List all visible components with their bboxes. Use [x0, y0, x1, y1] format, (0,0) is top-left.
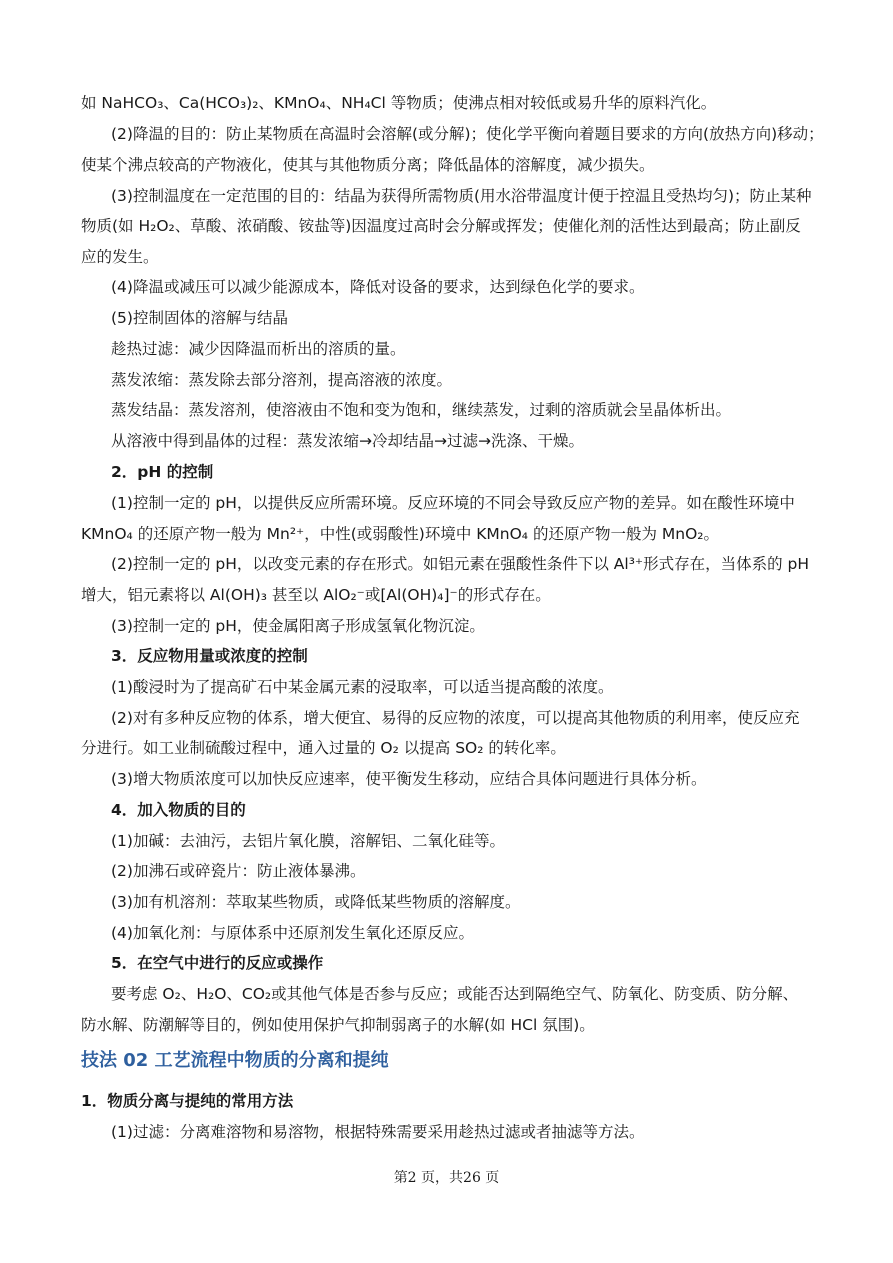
- paragraph-line: (2)降温的目的：防止某物质在高温时会溶解(或分解)；使化学平衡向着题目要求的方向(放热方向)移动；: [111, 125, 824, 143]
- paragraph-line: 防水解、防潮解等目的，例如使用保护气抑制弱离子的水解(如 HCl 氛围)。: [81, 1016, 595, 1034]
- paragraph-line: 增大，铝元素将以 Al(OH)₃ 甚至以 AlO₂⁻或[Al(OH)₄]⁻的形式存在。: [81, 586, 551, 604]
- paragraph-line: 蒸发浓缩：蒸发除去部分溶剂，提高溶液的浓度。: [111, 371, 453, 389]
- paragraph-line: 蒸发结晶：蒸发溶剂，使溶液由不饱和变为饱和，继续蒸发，过剩的溶质就会呈晶体析出。: [111, 401, 732, 419]
- paragraph-line: (3)增大物质浓度可以加快反应速率，使平衡发生移动，应结合具体问题进行具体分析。: [111, 770, 707, 788]
- subsection-heading: 2．pH 的控制: [111, 463, 214, 481]
- paragraph-line: (3)控制一定的 pH，使金属阳离子形成氢氧化物沉淀。: [111, 617, 485, 635]
- paragraph-line: 从溶液中得到晶体的过程：蒸发浓缩→冷却结晶→过滤→洗涤、干燥。: [111, 432, 584, 450]
- subsection-heading: 4．加入物质的目的: [111, 801, 246, 819]
- paragraph-line: (3)加有机溶剂：萃取某些物质，或降低某些物质的溶解度。: [111, 893, 521, 911]
- paragraph-line: (1)加碱：去油污，去铝片氧化膜，溶解铝、二氧化硅等。: [111, 832, 505, 850]
- page-number: 第2 页，共26 页: [393, 1170, 500, 1186]
- paragraph-line: (2)对有多种反应物的体系，增大便宜、易得的反应物的浓度，可以提高其他物质的利用率，使反应充: [111, 709, 800, 727]
- paragraph-line: 应的发生。: [81, 248, 159, 266]
- paragraph-line: 分进行。如工业制硫酸过程中，通入过量的 O₂ 以提高 SO₂ 的转化率。: [81, 739, 566, 757]
- paragraph-line: (1)控制一定的 pH，以提供反应所需环境。反应环境的不同会导致反应产物的差异。如在酸性环境中: [111, 494, 795, 512]
- section-heading: 技法 02 工艺流程中物质的分离和提纯: [81, 1050, 389, 1071]
- paragraph-line: 物质(如 H₂O₂、草酸、浓硝酸、铵盐等)因温度过高时会分解或挥发；使催化剂的活性达到最高；防止副反: [81, 217, 801, 235]
- paragraph-line: (4)降温或减压可以减少能源成本，降低对设备的要求，达到绿色化学的要求。: [111, 278, 645, 296]
- subsection-heading: 5．在空气中进行的反应或操作: [111, 954, 324, 972]
- paragraph-line: (2)控制一定的 pH，以改变元素的存在形式。如铝元素在强酸性条件下以 Al³⁺形式存在，当体系的 pH: [111, 555, 810, 573]
- paragraph-line: (4)加氧化剂：与原体系中还原剂发生氧化还原反应。: [111, 924, 474, 942]
- method-heading: 1．物质分离与提纯的常用方法: [81, 1092, 294, 1110]
- paragraph-line: (1)酸浸时为了提高矿石中某金属元素的浸取率，可以适当提高酸的浓度。: [111, 678, 614, 696]
- page-footer: [0, 1166, 893, 1190]
- subsection-heading: 3．反应物用量或浓度的控制: [111, 647, 308, 665]
- paragraph-line: 使某个沸点较高的产物液化，使其与其他物质分离；降低晶体的溶解度，减少损失。: [81, 156, 655, 174]
- paragraph-line: 趁热过滤：减少因降温而析出的溶质的量。: [111, 340, 406, 358]
- paragraph-line: (2)加沸石或碎瓷片：防止液体暴沸。: [111, 862, 366, 880]
- paragraph-line: (1)过滤：分离难溶物和易溶物，根据特殊需要采用趁热过滤或者抽滤等方法。: [111, 1123, 645, 1141]
- paragraph-line: (3)控制温度在一定范围的目的：结晶为获得所需物质(用水浴带温度计便于控温且受热均匀)；防止某种: [111, 187, 812, 205]
- paragraph-line: (5)控制固体的溶解与结晶: [111, 309, 288, 327]
- paragraph-line: 要考虑 O₂、H₂O、CO₂或其他气体是否参与反应；或能否达到隔绝空气、防氧化、防变质、防分解、: [111, 985, 799, 1003]
- paragraph-line: 如 NaHCO₃、Ca(HCO₃)₂、KMnO₄、NH₄Cl 等物质；使沸点相对较低或易升华的原料汽化。: [81, 94, 717, 112]
- paragraph-line: KMnO₄ 的还原产物一般为 Mn²⁺，中性(或弱酸性)环境中 KMnO₄ 的还原产物一般为 MnO₂。: [81, 525, 719, 543]
